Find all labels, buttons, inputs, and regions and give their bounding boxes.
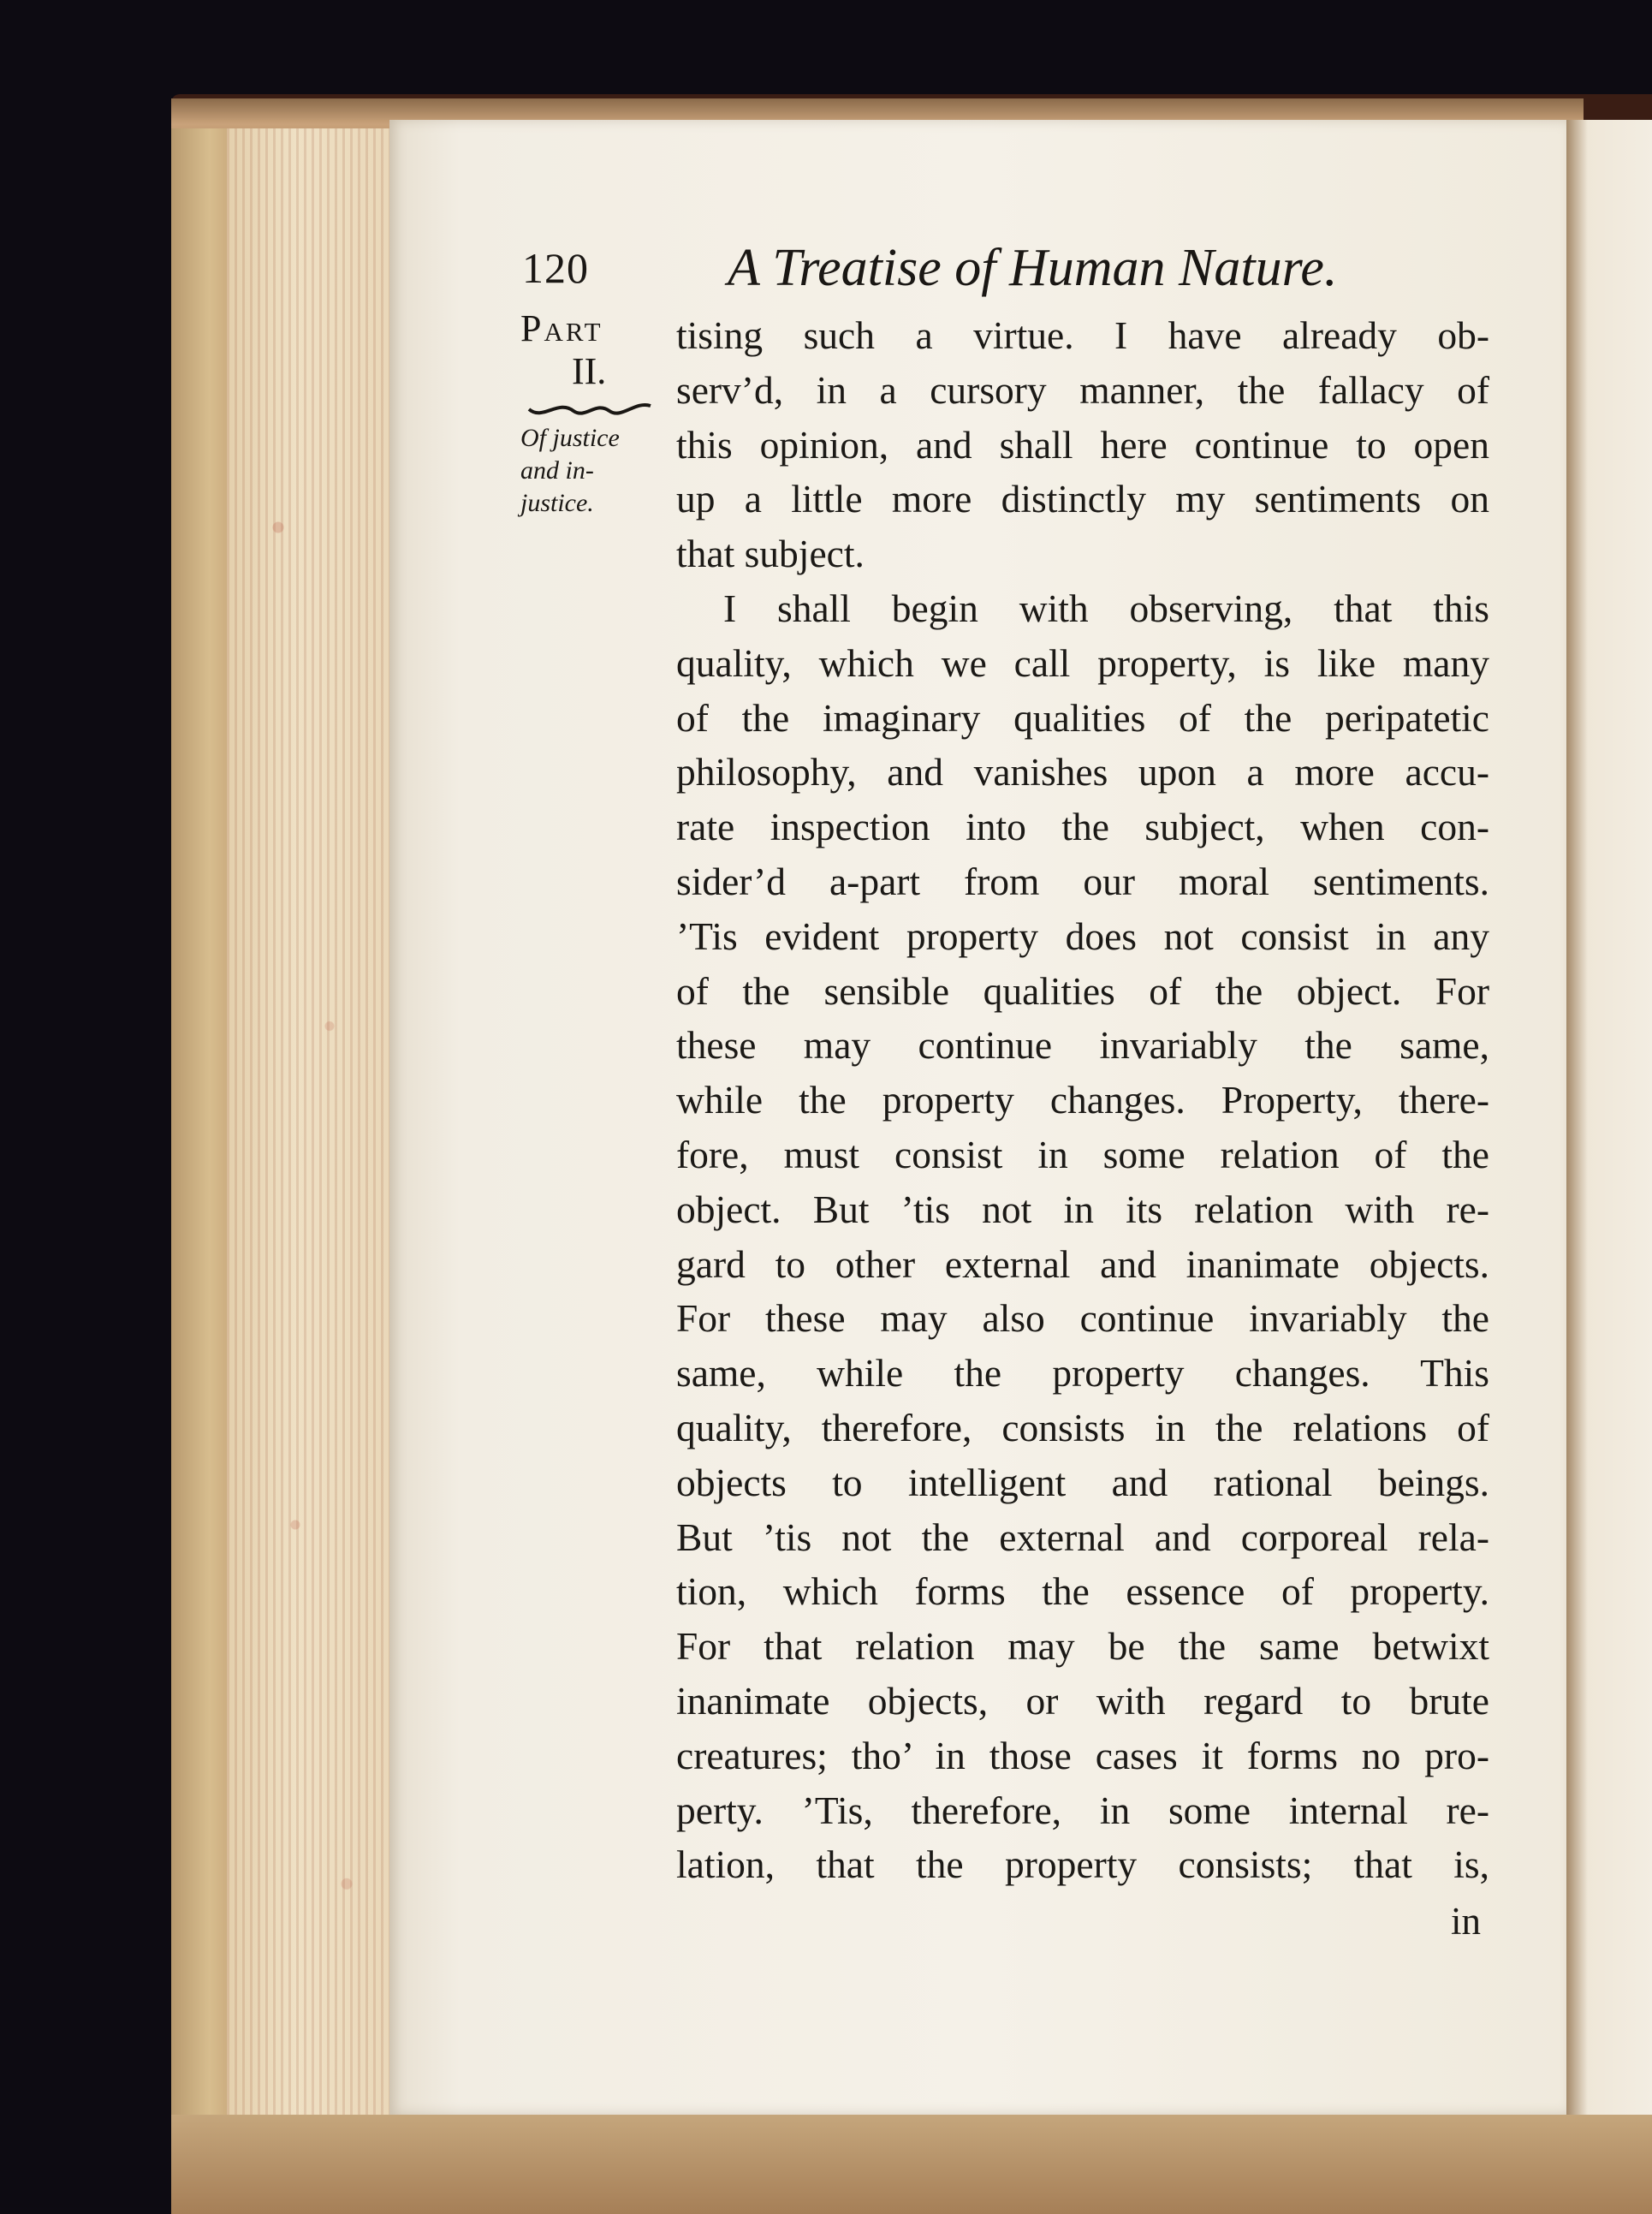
text-line: For that relation may be the same betwixt: [676, 1624, 1489, 1669]
text-line: serv’d, in a cursory manner, the fallacy of: [676, 367, 1489, 412]
text-line: creatures; tho’ in those cases it forms no pro-: [676, 1733, 1489, 1777]
text-line: same, while the property changes. This: [676, 1351, 1489, 1396]
binding-edge: [171, 128, 235, 2123]
text-line: this opinion, and shall here continue to open: [676, 422, 1489, 467]
text-line: gard to other external and inanimate objects.: [676, 1241, 1489, 1286]
page-block-edge: [227, 128, 398, 2123]
body-text: [676, 308, 1489, 1892]
text-line: these may continue invariably the same,: [676, 1023, 1489, 1068]
text-line: lation, that the property consists; that is,: [676, 1842, 1489, 1887]
text-line: perty. ’Tis, therefore, in some internal re-: [676, 1788, 1489, 1832]
text-line: philosophy, and vanishes upon a more accu-: [676, 750, 1489, 795]
side-title-line-3: justice.: [520, 489, 594, 517]
margin-note: [520, 308, 657, 519]
bottom-edge: [171, 2115, 1652, 2214]
text-line: of the sensible qualities of the object. For: [676, 968, 1489, 1013]
text-line: quality, therefore, consists in the relations of: [676, 1405, 1489, 1449]
side-title-line-1: Of justice: [520, 424, 620, 452]
text-line: I shall begin with observing, that this: [723, 586, 1489, 630]
text-line: tion, which forms the essence of property.: [676, 1569, 1489, 1614]
catchword: in: [1451, 1900, 1482, 1943]
text-line: For these may also continue invariably the: [676, 1296, 1489, 1341]
text-line: up a little more distinctly my sentiments on: [676, 477, 1489, 521]
text-line: inanimate objects, or with regard to brute: [676, 1678, 1489, 1723]
side-title-line-2: and in-: [520, 456, 594, 485]
page-number: 120: [522, 244, 589, 292]
text-line: while the property changes. Property, there-: [676, 1078, 1489, 1122]
text-line: that subject.: [676, 532, 865, 576]
text-line: But ’tis not the external and corporeal rela-: [676, 1515, 1489, 1559]
text-line: object. But ’tis not in its relation with re-: [676, 1187, 1489, 1231]
flourish-ornament: [526, 397, 654, 421]
text-line: of the imaginary qualities of the peripatetic: [676, 695, 1489, 740]
text-line: rate inspection into the subject, when con-: [676, 805, 1489, 849]
text-line: quality, which we call property, is like many: [676, 640, 1489, 685]
part-label: Part: [520, 307, 603, 349]
foxing-spots: [227, 128, 398, 2123]
text-line: ’Tis evident property does not consist in any: [676, 914, 1489, 958]
running-head: [522, 238, 1421, 307]
text-line: sider’d a-part from our moral sentiments.: [676, 859, 1489, 903]
book-title: A Treatise of Human Nature.: [728, 239, 1338, 297]
facing-page-edge: [1566, 120, 1652, 2115]
text-line: fore, must consist in some relation of the: [676, 1132, 1489, 1176]
text-line: tising such a virtue. I have already ob-: [676, 313, 1489, 357]
part-numeral: II.: [572, 350, 607, 392]
text-line: objects to intelligent and rational beings.: [676, 1460, 1489, 1504]
